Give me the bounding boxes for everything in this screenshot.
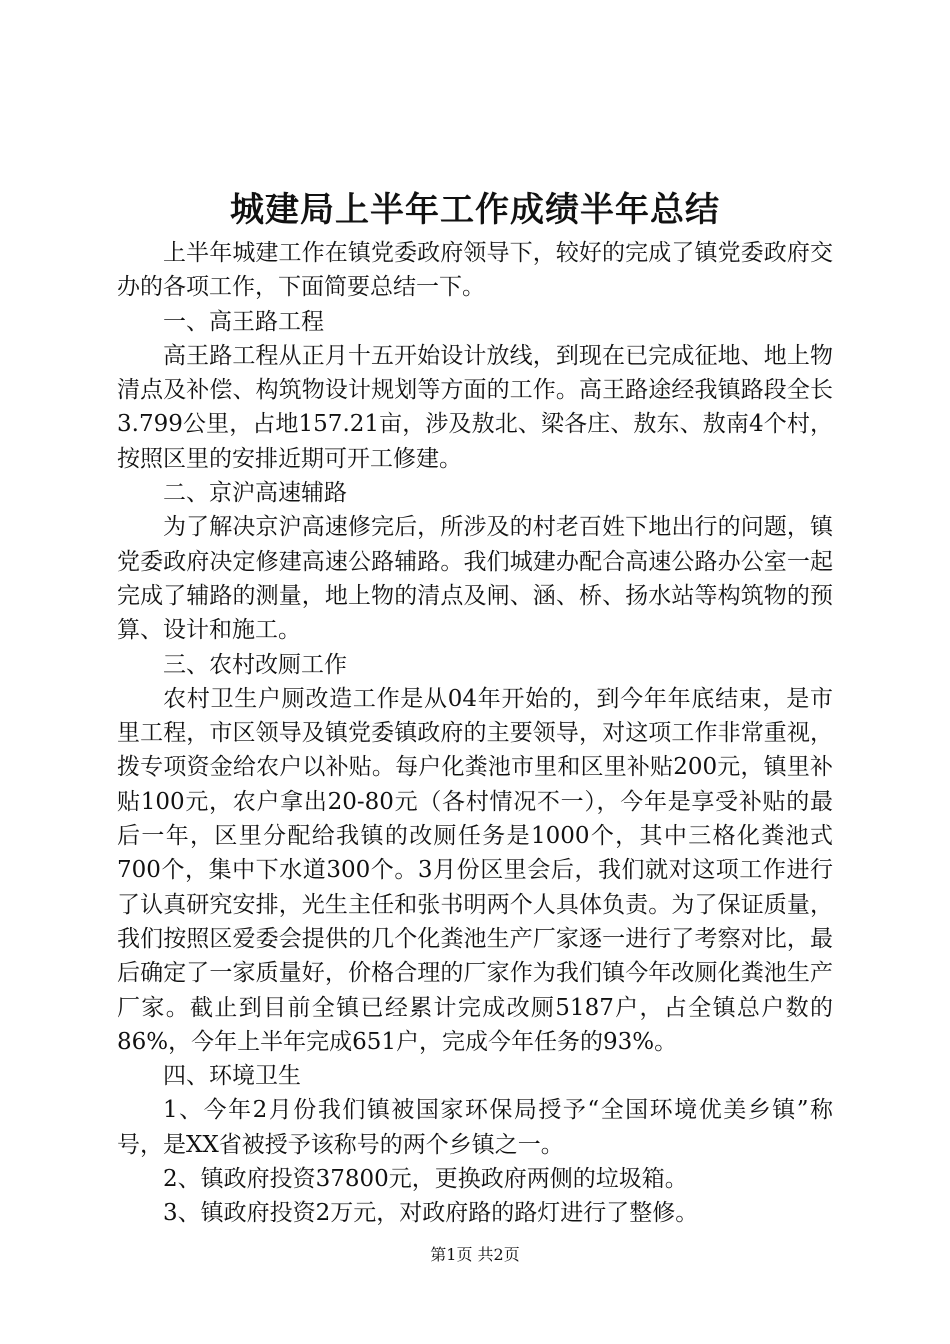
section-heading-4: 四、环境卫生 [163,1063,301,1090]
section-heading-1: 一、高王路工程 [163,308,324,335]
list-item-1: 1、今年2月份我们镇被国家环保局授予“全国环境优美乡镇”称号，是XX省被授予该称号的两个乡镇之一。 [117,1097,833,1158]
section-paragraph-3: 农村卫生户厕改造工作是从04年开始的，到今年年底结束，是市里工程，市区领导及镇党委镇政府的主要领导，对这项工作非常重视，拨专项资金给农户以补贴。每户化粪池市里和区里补贴200元，镇里补贴100元，农户拿出20-80元（各村情况不一），今年是享受补贴的最后一年，区里分配给我镇的改厕任务是1000个，其中三格化粪池式700个，集中下水道300个。3月份区里会后，我们就对这项工作进行了认真研究安排，光生主任和张书明两个人具体负责。为了保证质量，我们按照区爱委会提供的几个化粪池生产厂家逐一进行了考察对比，最后确定了一家质量好，价格合理的厂家作为我们镇今年改厕化粪池生产厂家。截止到目前全镇已经累计完成改厕5187户，占全镇总户数的86%，今年上半年完成651户，完成今年任务的93%。 [117,685,833,1055]
section-paragraph-2: 为了解决京沪高速修完后，所涉及的村老百姓下地出行的问题，镇党委政府决定修建高速公路辅路。我们城建办配合高速公路办公室一起完成了辅路的测量，地上物的清点及闸、涵、桥、扬水站等构筑物的预算、设计和施工。 [117,514,833,644]
section-heading-2: 二、京沪高速辅路 [163,480,347,507]
list-item-2: 2、镇政府投资37800元，更换政府两侧的垃圾箱。 [163,1166,688,1193]
document-title: 城建局上半年工作成绩半年总结 [230,190,720,230]
section-paragraph-1: 高王路工程从正月十五开始设计放线，到现在已完成征地、地上物清点及补偿、构筑物设计规划等方面的工作。高王路途经我镇路段全长3.799公里，占地157.21亩，涉及敖北、梁各庄、敖东、敖南4个村，按照区里的安排近期可开工修建。 [117,342,833,472]
list-item-3: 3、镇政府投资2万元，对政府路的路灯进行了整修。 [163,1200,699,1227]
document-body [117,236,833,1231]
page-footer: 第1页 共2页 [430,1245,520,1264]
section-heading-3: 三、农村改厕工作 [163,651,347,678]
intro-paragraph: 上半年城建工作在镇党委政府领导下，较好的完成了镇党委政府交办的各项工作，下面简要总结一下。 [117,240,833,301]
